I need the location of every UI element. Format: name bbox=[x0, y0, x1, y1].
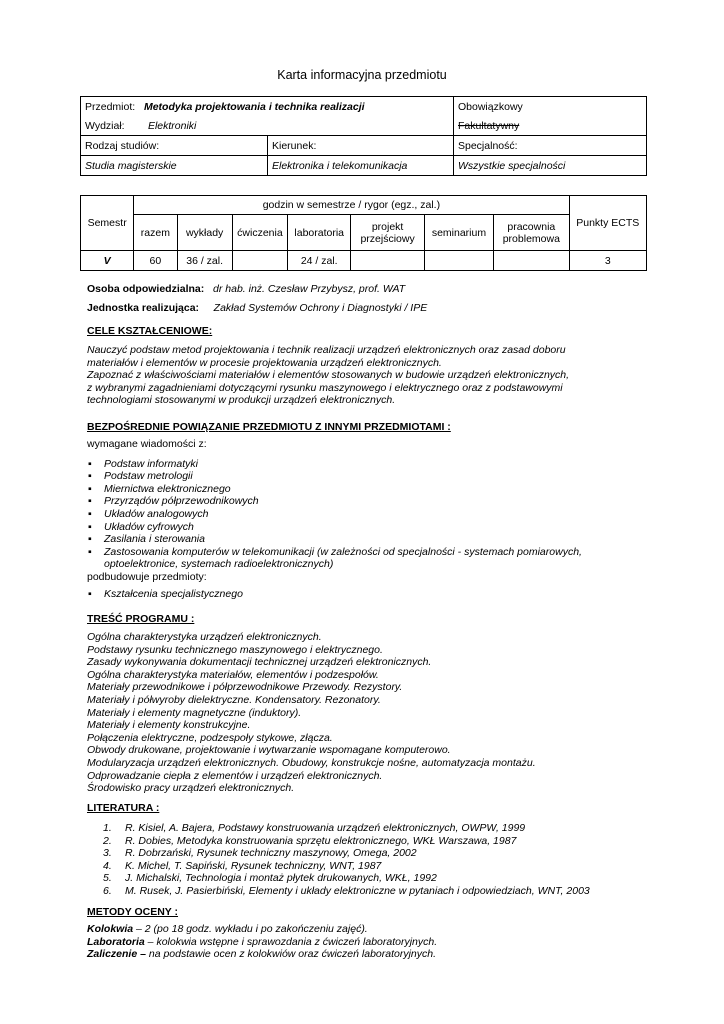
program-heading: TREŚĆ PROGRAMU : bbox=[87, 613, 195, 625]
literature-number: 3. bbox=[103, 847, 112, 860]
ects-value: 3 bbox=[569, 251, 646, 271]
goals-text bbox=[87, 344, 654, 407]
literature-number: 5. bbox=[103, 872, 112, 885]
program-line: Ogólna charakterystyka materiałów, elementów i podzespołów. bbox=[87, 668, 379, 681]
goals-line: materiałów i elementów w procesie projektowania urządzeń elektronicznych. bbox=[87, 356, 442, 369]
program-line: Materiały i półwyroby dielektryczne. Kondensatory. Rezonatory. bbox=[87, 693, 381, 706]
hours-cell bbox=[232, 251, 287, 271]
list-item: ▪ Kształcenia specjalistycznego bbox=[87, 588, 654, 601]
optional-cell bbox=[454, 116, 647, 136]
literature-text: R. Kisiel, A. Bajera, Podstawy konstruowania urządzeń elektronicznych, OWPW, 1999 bbox=[125, 822, 526, 834]
col-header: wykłady bbox=[177, 215, 232, 251]
unit-label: Jednostka realizująca: bbox=[87, 302, 200, 314]
goals-line: Zapoznać z właściwościami materiałów i elementów stosowanych w budowie urządzeń elektronicznych, bbox=[87, 369, 570, 382]
list-item: ▪ Zasilania i sterowania bbox=[87, 533, 654, 546]
hours-cell bbox=[424, 251, 493, 271]
col-header: laboratoria bbox=[288, 215, 351, 251]
list-item: ▪ Przyrządów półprzewodnikowych bbox=[87, 495, 654, 508]
required-list bbox=[87, 458, 654, 571]
page-title: Karta informacyjna przedmiotu bbox=[277, 68, 447, 82]
literature-item bbox=[87, 835, 654, 848]
hours-cell: 36 / zal. bbox=[177, 251, 232, 271]
program-line: Materiały przewodnikowe i półprzewodnikowe Przewody. Rezystory. bbox=[87, 681, 403, 694]
literature-list bbox=[87, 822, 654, 898]
specialty-value: Wszystkie specjalności bbox=[454, 156, 647, 176]
goals-line: technologiami stosowanymi w produkcji urządzeń elektronicznych. bbox=[87, 394, 396, 407]
studies-label: Rodzaj studiów: bbox=[85, 139, 160, 152]
program-text bbox=[87, 631, 654, 795]
goals-line: z wybranymi zagadnieniami dotyczącymi rysunku maszynowego i elektrycznego oraz z podstawowymi bbox=[87, 381, 563, 394]
hours-cell bbox=[494, 251, 569, 271]
assessment-label: Laboratoria bbox=[87, 935, 145, 948]
list-item: ▪ Układów cyfrowych bbox=[87, 521, 654, 534]
faculty-cell bbox=[81, 116, 454, 136]
assessment-value: – 2 (po 18 godz. wykładu i po zakończeniu zajęć). bbox=[133, 923, 368, 935]
literature-text: R. Dobrzański, Rysunek techniczny maszynowy, Omega, 2002 bbox=[125, 847, 417, 860]
specialty-label-cell bbox=[454, 136, 647, 156]
list-item: ▪ Podstaw informatyki bbox=[87, 458, 654, 471]
assessment-section bbox=[87, 906, 654, 961]
list-item: ▪ Zastosowania komputerów w telekomunikacji (w zależności od specjalności - systemach pomiarowych, optoelektronice, systemach radioelektronicznych) bbox=[87, 546, 654, 571]
literature-heading: LITERATURA : bbox=[87, 802, 160, 814]
mandatory-text: Obowiązkowy bbox=[458, 100, 523, 113]
col-header: projekt przejściowy bbox=[351, 215, 424, 251]
responsible-line bbox=[87, 283, 654, 295]
assessment-line bbox=[87, 936, 654, 949]
unit-value: Zakład Systemów Ochrony i Diagnostyki / IPE bbox=[213, 302, 428, 314]
literature-number: 2. bbox=[103, 834, 112, 847]
hours-cell: 60 bbox=[134, 251, 177, 271]
program-section bbox=[87, 613, 654, 795]
program-line: Modularyzacja urządzeń elektronicznych. Obudowy, konstrukcje nośne, automatyzacja montażu. bbox=[87, 756, 536, 769]
literature-number: 4. bbox=[103, 859, 112, 872]
assessment-value: – kolokwia wstępne i sprawozdania z ćwiczeń laboratoryjnych. bbox=[144, 935, 438, 948]
assessment-value: na podstawie ocen z kolokwiów oraz ćwiczeń laboratoryjnych. bbox=[145, 948, 437, 961]
assessment-label: Kolokwia bbox=[87, 923, 134, 935]
studies-value: Studia magisterskie bbox=[81, 156, 268, 176]
literature-item bbox=[87, 860, 654, 873]
unit-line bbox=[87, 302, 654, 314]
assessment-line bbox=[87, 923, 654, 936]
program-line: Materiały i elementy magnetyczne (induktory). bbox=[87, 706, 302, 719]
program-line: Ogólna charakterystyka urządzeń elektronicznych. bbox=[87, 631, 322, 643]
subject-label: Przedmiot: bbox=[85, 100, 136, 113]
subject-cell bbox=[81, 97, 454, 117]
program-line: Podstawy rysunku technicznego maszynowego i elektrycznego. bbox=[87, 643, 383, 656]
program-line: Obwody drukowane, projektowanie i wytwarzanie wspomagane komputerowo. bbox=[87, 744, 451, 757]
goals-section bbox=[87, 325, 654, 407]
program-line: Połączenia elektryczne, podzespoły stykowe, złącza. bbox=[87, 731, 333, 744]
builds-list bbox=[87, 588, 654, 601]
program-line: Zasady wykonywania dokumentacji technicznej urządzeń elektronicznych. bbox=[87, 656, 432, 669]
program-line: Środowisko pracy urządzeń elektronicznych. bbox=[87, 782, 295, 795]
literature-item bbox=[87, 822, 654, 835]
hours-table bbox=[80, 195, 647, 271]
col-header: seminarium bbox=[424, 215, 493, 251]
ects-header: Punkty ECTS bbox=[569, 196, 646, 251]
responsible-value: dr hab. inż. Czesław Przybysz, prof. WAT bbox=[213, 283, 406, 295]
semester-header: Semestr bbox=[81, 196, 134, 251]
program-line: Odprowadzanie ciepła z elementów i urządzeń elektronicznych. bbox=[87, 769, 383, 782]
literature-number: 1. bbox=[103, 822, 112, 834]
goals-line: Nauczyć podstaw metod projektowania i technik realizacji urządzeń elektronicznych oraz zasad doboru bbox=[87, 344, 566, 356]
goals-heading: CELE KSZTAŁCENIOWE: bbox=[87, 325, 213, 337]
semester-value: V bbox=[81, 251, 134, 271]
literature-text: J. Michalski, Technologia i montaż płytek drukowanych, WKŁ, 1992 bbox=[125, 872, 437, 885]
mandatory-cell bbox=[454, 97, 647, 117]
direction-label-cell bbox=[268, 136, 454, 156]
studies-label-cell bbox=[81, 136, 268, 156]
list-item: ▪ Miernictwa elektronicznego bbox=[87, 483, 654, 496]
literature-text: K. Michel, T. Sapiński, Rysunek techniczny, WNT, 1987 bbox=[125, 859, 382, 872]
col-header: pracownia problemowa bbox=[494, 215, 569, 251]
hours-cell bbox=[351, 251, 424, 271]
list-item: ▪ Podstaw metrologii bbox=[87, 470, 654, 483]
assessment-text bbox=[87, 923, 654, 961]
col-header: ćwiczenia bbox=[232, 215, 287, 251]
literature-text: R. Dobies, Metodyka konstruowania sprzętu elektronicznego, WKŁ Warszawa, 1987 bbox=[125, 834, 517, 847]
col-header: razem bbox=[134, 215, 177, 251]
subject-value: Metodyka projektowania i technika realizacji bbox=[143, 100, 365, 113]
assessment-line bbox=[87, 948, 654, 961]
assessment-heading: METODY OCENY : bbox=[87, 906, 179, 918]
program-line: Materiały i elementy konstrukcyjne. bbox=[87, 719, 251, 732]
literature-item bbox=[87, 847, 654, 860]
literature-item bbox=[87, 872, 654, 885]
hours-group-header: godzin w semestrze / rygor (egz., zal.) bbox=[134, 196, 569, 215]
responsible-label: Osoba odpowiedzialna: bbox=[87, 283, 205, 295]
literature-item bbox=[87, 885, 654, 898]
optional-text: Fakultatywny bbox=[458, 119, 520, 132]
relations-section bbox=[87, 421, 654, 600]
required-label: wymagane wiadomości z: bbox=[87, 438, 207, 450]
builds-label: podbudowuje przedmioty: bbox=[87, 570, 207, 583]
specialty-label: Specjalność: bbox=[458, 139, 518, 152]
faculty-label: Wydział: bbox=[85, 119, 125, 132]
literature-number: 6. bbox=[103, 884, 112, 897]
list-item: ▪ Układów analogowych bbox=[87, 508, 654, 521]
direction-label: Kierunek: bbox=[272, 139, 317, 152]
direction-value: Elektronika i telekomunikacja bbox=[268, 156, 454, 176]
hours-cell: 24 / zal. bbox=[288, 251, 351, 271]
faculty-value: Elektroniki bbox=[147, 119, 197, 132]
relations-heading: BEZPOŚREDNIE POWIĄZANIE PRZEDMIOTU Z INNYMI PRZEDMIOTAMI : bbox=[87, 421, 451, 433]
literature-section bbox=[87, 802, 654, 898]
literature-text: M. Rusek, J. Pasierbiński, Elementy i układy elektroniczne w pytaniach i odpowiedziach, WNT, 2003 bbox=[125, 884, 590, 897]
assessment-label: Zaliczenie – bbox=[87, 948, 146, 961]
subject-info-table bbox=[80, 96, 647, 176]
